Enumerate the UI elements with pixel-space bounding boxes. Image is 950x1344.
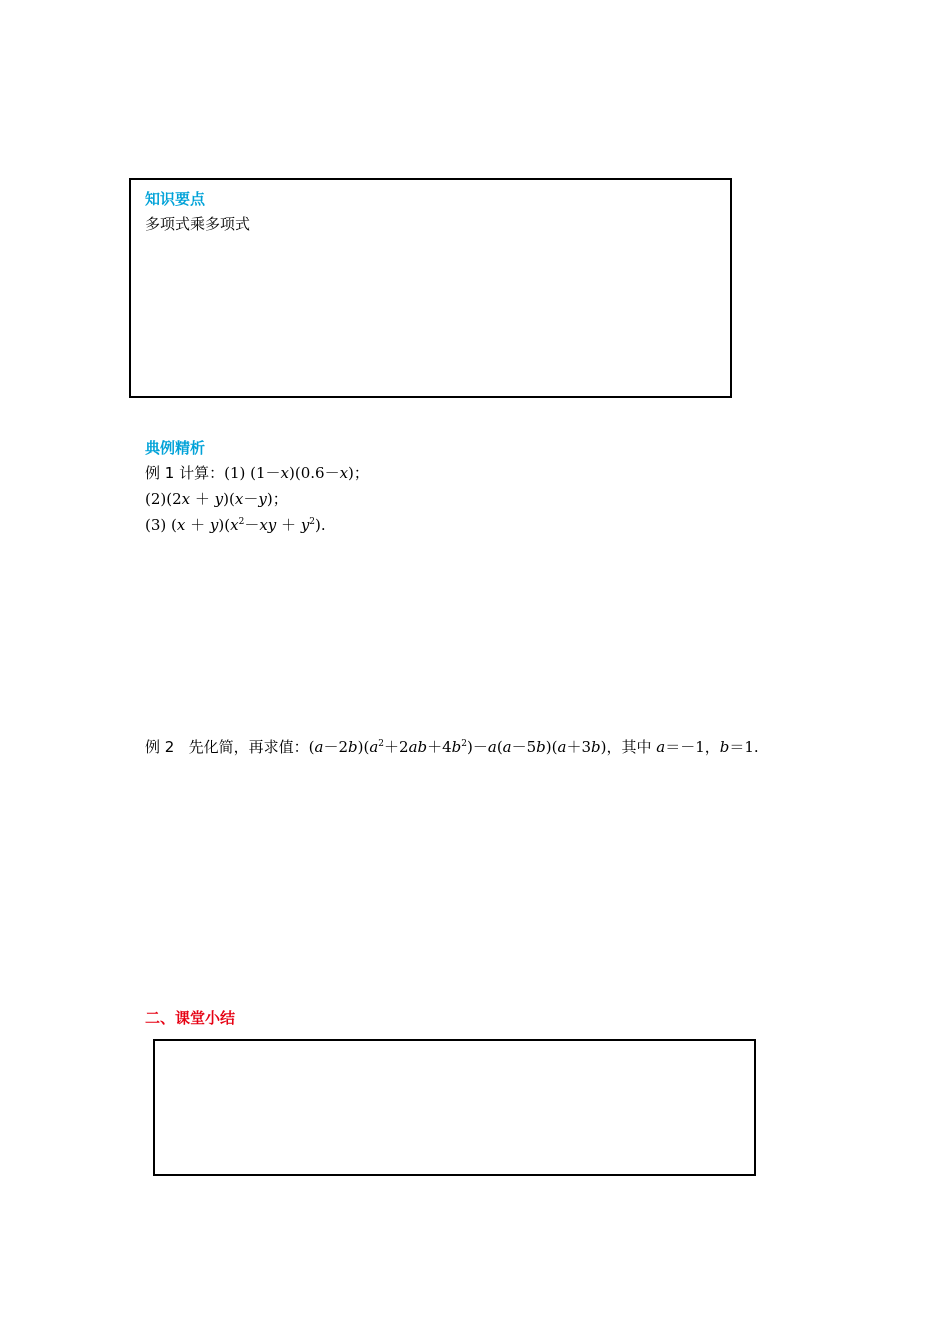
example-1-part-2-expression: (2x ＋ y)(x－y)； — [166, 490, 288, 508]
knowledge-heading: 知识要点 — [145, 190, 206, 208]
example-1-line-2 — [145, 492, 288, 507]
examples-heading: 典例精析 — [145, 439, 206, 457]
example-1-part-3-expression: $(x + y)(x^2-xy + y^2)$. — [171, 516, 326, 534]
example-1-part-3-number: (3) — [145, 516, 167, 534]
example-2-line — [145, 740, 759, 755]
example-2-prompt: 先化简，再求值： — [188, 738, 309, 756]
example-2-label: 例 2 — [145, 738, 175, 756]
example-1-prompt: 计算： — [179, 464, 225, 482]
example-1-line-3 — [145, 518, 326, 533]
example-2-condition-prefix: ，其中 — [606, 738, 652, 756]
example-1-part-1-expression: (1－x)(0.6－x)； — [250, 464, 369, 482]
example-1-part-2-number: (2) — [145, 490, 167, 508]
example-2-condition-a: a＝－1 — [656, 738, 705, 756]
summary-box — [153, 1039, 756, 1176]
example-1-part-1-number: (1) — [224, 464, 246, 482]
example-2-condition-b: b＝1. — [719, 738, 759, 756]
summary-heading: 二、课堂小结 — [145, 1009, 236, 1027]
example-2-condition-separator: ， — [704, 738, 720, 756]
example-2-expression: $(a-2b)(a^2+2ab+4b^2)-a(a-5b)(a+3b)$ — [308, 738, 607, 756]
knowledge-content: 多项式乘多项式 — [145, 215, 251, 233]
example-1-line-1 — [145, 466, 369, 481]
knowledge-box — [129, 178, 732, 398]
example-1-label: 例 1 — [145, 464, 175, 482]
